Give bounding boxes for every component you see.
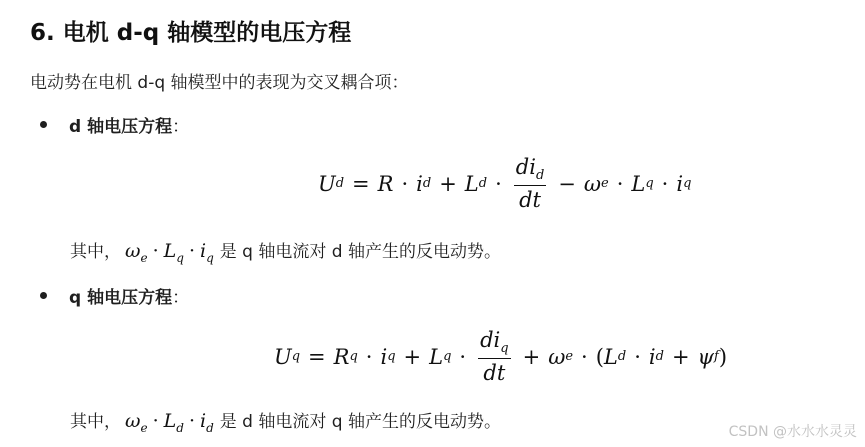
bullet-title-q-axis: q 轴电压方程 — [69, 288, 173, 308]
derivative-fraction: $\frac{di_q}{dt}$ — [480, 328, 509, 385]
q-axis-voltage-equation: U q = R q · i q + L q · $\frac{di_q}{dt}$ + ω e · ( L d · i d + ψ f ) — [274, 328, 728, 385]
bullet-dot — [40, 292, 47, 299]
d-axis-note — [70, 237, 501, 265]
section-heading: 6. 电机 d-q 轴模型的电压方程 — [30, 20, 352, 46]
q-axis-note — [70, 407, 501, 435]
d-axis-voltage-equation: U d = R · i d + L d · $\frac{di_d}{dt}$ − ω e · L q · i q — [318, 155, 692, 212]
intro-paragraph: 电动势在电机 d-q 轴模型中的表现为交叉耦合项： — [30, 73, 409, 93]
bullet-item-d-axis — [40, 112, 189, 137]
note-suffix: 是 q 轴电流对 d 轴产生的反电动势。 — [219, 242, 501, 262]
bullet-colon: ： — [172, 288, 190, 308]
inline-math-term: $\omega_e \cdot L_d \cdot i_d$ — [125, 410, 214, 435]
inline-math-term: $\omega_e \cdot L_q \cdot i_q$ — [125, 240, 214, 265]
derivative-fraction: $\frac{di_d}{dt}$ — [515, 155, 545, 212]
bullet-title-d-axis: d 轴电压方程 — [69, 117, 173, 137]
watermark: CSDN @水水水灵灵 — [728, 424, 857, 440]
note-suffix: 是 d 轴电流对 q 轴产生的反电动势。 — [219, 412, 501, 432]
bullet-colon: ： — [172, 117, 190, 137]
bullet-item-q-axis — [40, 283, 189, 308]
note-prefix: 其中， — [70, 412, 121, 432]
bullet-dot — [40, 121, 47, 128]
note-prefix: 其中， — [70, 242, 121, 262]
